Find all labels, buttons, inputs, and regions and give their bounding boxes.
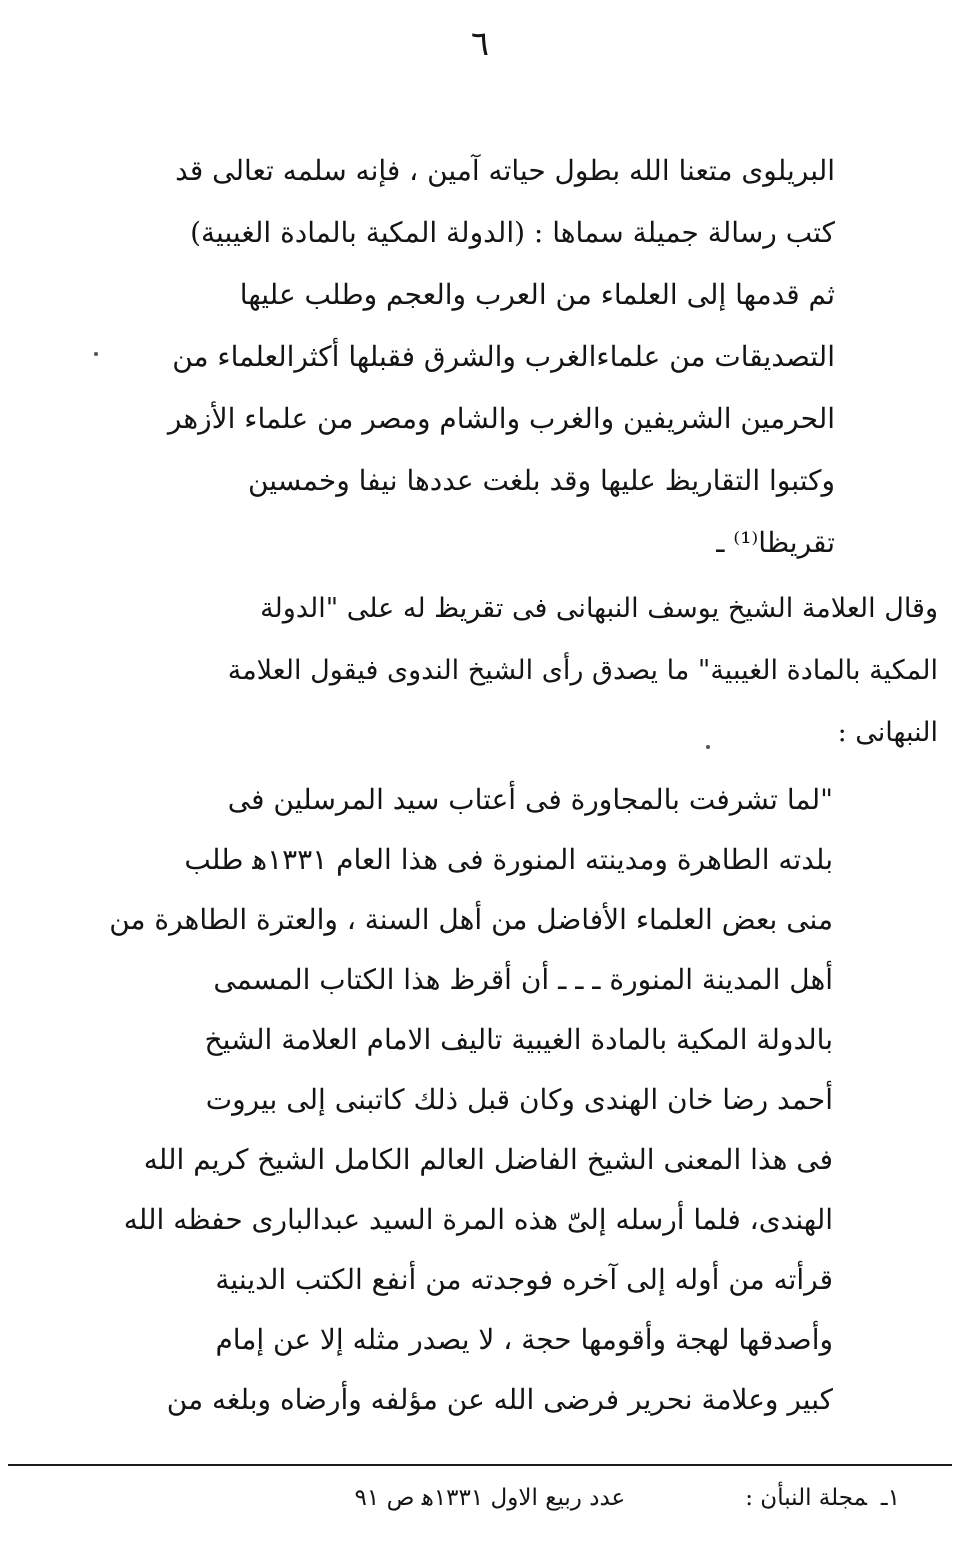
middle-paragraph	[22, 578, 938, 764]
footnote-source: مجلة النبأن :	[745, 1485, 867, 1511]
text-line: قرأته من أوله إلى آخره فوجدته من أنفع الكتب الدينية	[215, 1263, 833, 1296]
footnote-issue: عدد ربيع الاول ١٣٣١ﻫ ص ٩١	[354, 1485, 626, 1511]
text-line: أهل المدينة المنورة ـ ـ ـ أن أقرظ هذا الكتاب المسمى	[213, 963, 833, 996]
text-line: بالدولة المكية بالمادة الغيبية تاليف الامام العلامة الشيخ	[204, 1023, 833, 1056]
text-line: منى بعض العلماء الأفاضل من أهل السنة ، والعترة الطاهرة من	[109, 903, 833, 936]
text-line: وقال العلامة الشيخ يوسف النبهانى فى تقريظ له على "الدولة	[260, 593, 938, 624]
scan-speck	[94, 352, 98, 356]
footnote-divider	[8, 1464, 952, 1466]
text-line: النبهانى :	[837, 717, 938, 748]
text-line: وكتبوا التقاريظ عليها وقد بلغت عددها نيفا وخمسين	[247, 464, 835, 497]
scan-speck	[706, 745, 710, 749]
text-line: ثم قدمها إلى العلماء من العرب والعجم وطلب عليها	[239, 278, 835, 311]
page-number: ٦	[470, 24, 490, 64]
footnote-number: ١ـ	[880, 1485, 900, 1511]
text-line: كتب رسالة جميلة سماها : (الدولة المكية بالمادة الغيبية)	[190, 216, 835, 249]
intro-paragraph	[90, 140, 835, 574]
text-line: المكية بالمادة الغيبية" ما يصدق رأى الشيخ الندوى فيقول العلامة	[227, 655, 938, 686]
text-line: البريلوى متعنا الله بطول حياته آمين ، فإنه سلمه تعالى قد	[175, 154, 835, 187]
text-line: الهندى، فلما أرسله إلىّ هذه المرة السيد عبدالبارى حفظه الله	[123, 1203, 833, 1236]
text-line: كبير وعلامة نحرير فرضى الله عن مؤلفه وأرضاه وبلغه من	[166, 1383, 833, 1416]
text-line: أحمد رضا خان الهندى وكان قبل ذلك كاتبنى إلى بيروت	[205, 1083, 833, 1116]
text-line: التصديقات من علماءالغرب والشرق فقبلها أكثرالعلماء من	[172, 340, 835, 373]
text-line: وأصدقها لهجة وأقومها حجة ، لا يصدر مثله إلا عن إمام	[215, 1323, 833, 1356]
text-line: تقريظا⁽¹⁾ ـ	[716, 526, 835, 559]
text-line: الحرمين الشريفين والغرب والشام ومصر من علماء الأزهر	[167, 402, 835, 435]
quote-paragraph	[88, 770, 833, 1430]
text-line: فى هذا المعنى الشيخ الفاضل العالم الكامل الشيخ كريم الله	[143, 1143, 833, 1176]
text-line: بلدته الطاهرة ومدينته المنورة فى هذا العام ١٣٣١ﻫ طلب	[184, 843, 833, 876]
text-line: "لما تشرفت بالمجاورة فى أعتاب سيد المرسلين فى	[227, 783, 833, 816]
footnote	[70, 1480, 900, 1516]
